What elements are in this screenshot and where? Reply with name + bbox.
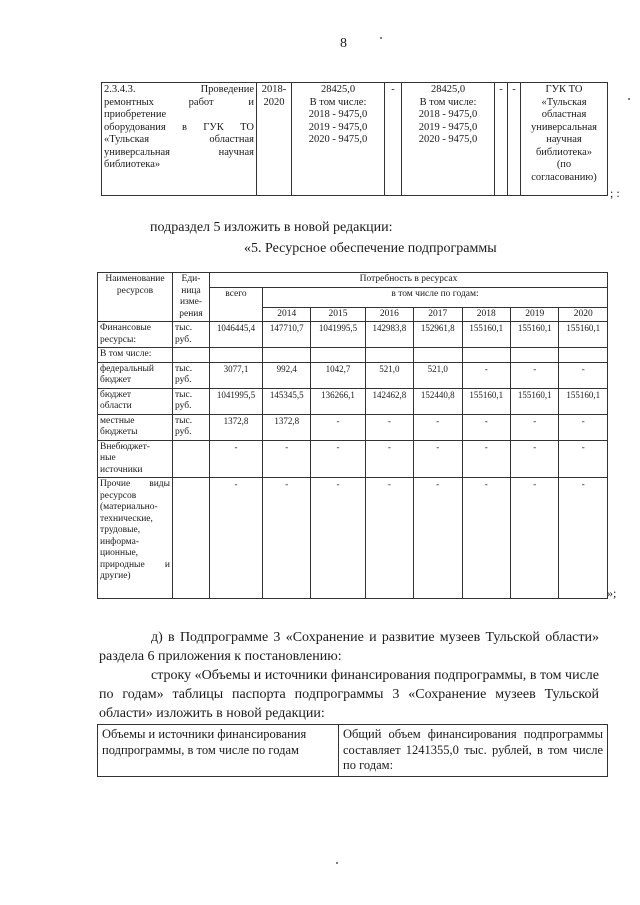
text-line: трудовые, [100,525,141,535]
text-line: тыс. [175,415,193,426]
passport-right-cell: Общий объем финансирования подпрограммы составляет 1241355,0 тыс. рублей, в том числе по годам: [339,725,608,777]
value-cell: - [414,440,462,478]
text-line: оборудования в ГУК ТО [104,121,254,133]
text-line: изме- [179,297,203,307]
text-line: рения [179,308,203,319]
resource-name-cell [98,478,173,599]
value-cell: 155160,1 [510,388,558,414]
passport-left-cell: Объемы и источники финансирования подпрограммы, в том числе по годам [98,725,339,777]
value-cell: - [462,478,510,599]
text-line: источники [100,464,143,475]
value-cell: - [510,440,558,478]
value-cell: 147710,7 [263,322,311,348]
value-cell: 1372,8 [263,414,311,440]
text-line: 28425,0 [430,84,466,95]
text-line: 2.3.4.3. Проведение [104,84,254,95]
table-row [98,362,608,388]
value-cell: - [311,414,365,440]
header-unit-cell [173,273,210,322]
resource-name-cell [98,322,173,348]
other-cell: - [508,83,521,196]
value-cell: 145345,5 [263,388,311,414]
text-line: согласованию) [531,171,597,183]
text-line: приобретение [104,109,167,120]
paragraph-subprogram3: д) в Подпрограмме 3 «Сохранение и развитие музеев Тульской области» раздела 6 приложения к постановлению: [99,630,599,664]
table-row [98,322,608,348]
text-line: бюджет [100,375,132,385]
value-cell: - [311,478,365,599]
value-cell: - [311,440,365,478]
text-line: 2020 - 9475,0 [308,134,368,145]
text-line: руб. [175,427,192,437]
text-line: ные [100,453,116,463]
text-line: бюджет [100,389,132,400]
text-line: В том числе: [309,96,367,108]
paragraph-row-change: строку «Объемы и источники финансирования подпрограммы, в том числе по годам» таблицы паспорта подпрограммы 3 «Сохранение музеев Тульской области» изложить в новой редакции: [99,668,599,721]
text-line: тыс. [175,363,193,374]
unit-cell [173,440,210,478]
text-line: 2018 - 9475,0 [418,109,478,120]
text-line: библиотека» [535,146,593,158]
value-cell: - [462,440,510,478]
value-cell: - [414,478,462,599]
value-cell: - [365,440,413,478]
text-line: местные [100,415,135,426]
value-cell: 521,0 [414,362,462,388]
text-line: природные и [100,559,170,570]
value-cell: - [510,414,558,440]
resource-name-cell [98,414,173,440]
text-line: Финансовые [100,323,152,333]
text-line: библиотека» [104,159,161,170]
value-cell [311,348,365,363]
local-cell: - [495,83,508,196]
table-row [98,388,608,414]
text-line: Наименование [105,274,165,284]
section-heading: «5. Ресурсное обеспечение подпрограммы [244,241,497,256]
unit-cell [173,414,210,440]
resource-name-cell [98,388,173,414]
value-cell: - [559,440,608,478]
text-line: универсальная [531,121,597,133]
text-line: универсальная научная [104,146,254,158]
value-cell: 1041995,5 [210,388,263,414]
text-line: информа- [100,536,140,547]
unit-cell [173,322,210,348]
text-line: Внебюджет- [100,441,150,452]
text-line: 2019 - 9475,0 [418,121,478,133]
table-row [98,273,608,288]
table-row [98,348,608,363]
value-cell: - [365,414,413,440]
executor-cell [521,83,608,196]
table1-trailing-mark: ; : [610,186,620,200]
text-line: ресурсов [100,490,137,501]
text-line: 2018- [261,84,287,95]
value-cell: - [210,440,263,478]
resource-table [97,272,608,599]
header-name-cell [98,273,173,322]
paragraph-subsection: подраздел 5 изложить в новой редакции: [150,220,393,235]
text-line: 2019 - 9475,0 [308,121,368,133]
text-line: 2020 [263,96,285,108]
text-line: ресурсы: [100,334,137,345]
value-cell: 1041995,5 [311,322,365,348]
years-cell [257,83,292,196]
text-line: ремонтных работ и [104,96,254,108]
text-line: тыс. [175,323,193,333]
measure-name-cell [102,83,257,196]
value-cell [414,348,462,363]
year-header-cell: 2014 [263,307,311,322]
header-need-cell: Потребность в ресурсах [210,273,608,288]
unit-cell [173,478,210,599]
value-cell: 1042,7 [311,362,365,388]
value-cell [263,348,311,363]
text-line: «Тульская областная [104,134,254,145]
value-cell: 152961,8 [414,322,462,348]
text-line: ница [181,285,201,296]
text-line: руб. [175,401,192,411]
value-cell: 142983,8 [365,322,413,348]
value-cell: 3077,1 [210,362,263,388]
table-row [98,440,608,478]
value-cell: 521,0 [365,362,413,388]
value-cell: 152440,8 [414,388,462,414]
text-line: (по [556,159,572,170]
value-cell: 155160,1 [559,322,608,348]
value-cell: 136266,1 [311,388,365,414]
federal-cell: - [385,83,402,196]
passport-table [97,724,608,777]
text-line: бюджеты [100,427,138,437]
resource-name-cell [98,362,173,388]
text-line: руб. [175,375,192,385]
year-header-cell: 2020 [559,307,608,322]
text-line: (материально- [100,502,158,512]
text-line: технические, [100,513,153,524]
text-line: 2020 - 9475,0 [418,134,478,145]
value-cell: 1046445,4 [210,322,263,348]
value-cell: - [365,478,413,599]
value-cell: - [414,414,462,440]
table2-trailing-mark: »; [607,586,617,600]
text-line: областная [541,109,587,120]
value-cell: - [559,414,608,440]
year-header-cell: 2019 [510,307,558,322]
unit-cell [173,348,210,363]
table-row [98,414,608,440]
text-line: области [100,401,132,411]
text-line: Еди- [181,274,201,284]
resource-name-cell [98,348,173,363]
page-number: 8 [340,36,347,51]
value-cell: 992,4 [263,362,311,388]
text-line: 2018 - 9475,0 [308,109,368,120]
resource-name-cell [98,440,173,478]
text-line: ресурсов [116,285,154,296]
value-cell [365,348,413,363]
region-cell [402,83,495,196]
total-cell [292,83,385,196]
value-cell: - [462,414,510,440]
value-cell: - [559,478,608,599]
header-byyear-cell: в том числе по годам: [263,287,608,307]
table-row [98,478,608,599]
value-cell: 142462,8 [365,388,413,414]
year-header-cell: 2017 [414,307,462,322]
text-line: федеральный [100,363,154,374]
table-row [102,83,608,196]
text-line: руб. [175,334,192,345]
text-line: «Тульская [541,96,587,108]
year-header-cell: 2018 [462,307,510,322]
value-cell: 155160,1 [462,388,510,414]
value-cell [510,348,558,363]
value-cell: 155160,1 [510,322,558,348]
value-cell: - [559,362,608,388]
text-line: ГУК ТО [545,84,583,95]
text-line: Прочие виды [100,479,170,489]
value-cell: 155160,1 [559,388,608,414]
text-line: 28425,0 [320,84,356,95]
text-line: В том числе: [419,96,477,108]
value-cell: - [210,478,263,599]
value-cell: - [510,362,558,388]
table-row [98,725,608,777]
text-line: тыс. [175,389,193,400]
value-cell: - [462,362,510,388]
value-cell [559,348,608,363]
text-line: ционные, [100,548,139,558]
text-line: другие) [100,571,131,581]
value-cell: 155160,1 [462,322,510,348]
value-cell [210,348,263,363]
value-cell: - [510,478,558,599]
measure-table [101,82,608,196]
year-header-cell: 2016 [365,307,413,322]
value-cell: - [263,478,311,599]
value-cell: - [263,440,311,478]
text-line: В том числе: [100,349,152,359]
year-header-cell: 2015 [311,307,365,322]
header-total-cell: всего [210,287,263,322]
unit-cell [173,388,210,414]
text-line: научная [546,134,582,145]
value-cell [462,348,510,363]
value-cell: 1372,8 [210,414,263,440]
unit-cell [173,362,210,388]
